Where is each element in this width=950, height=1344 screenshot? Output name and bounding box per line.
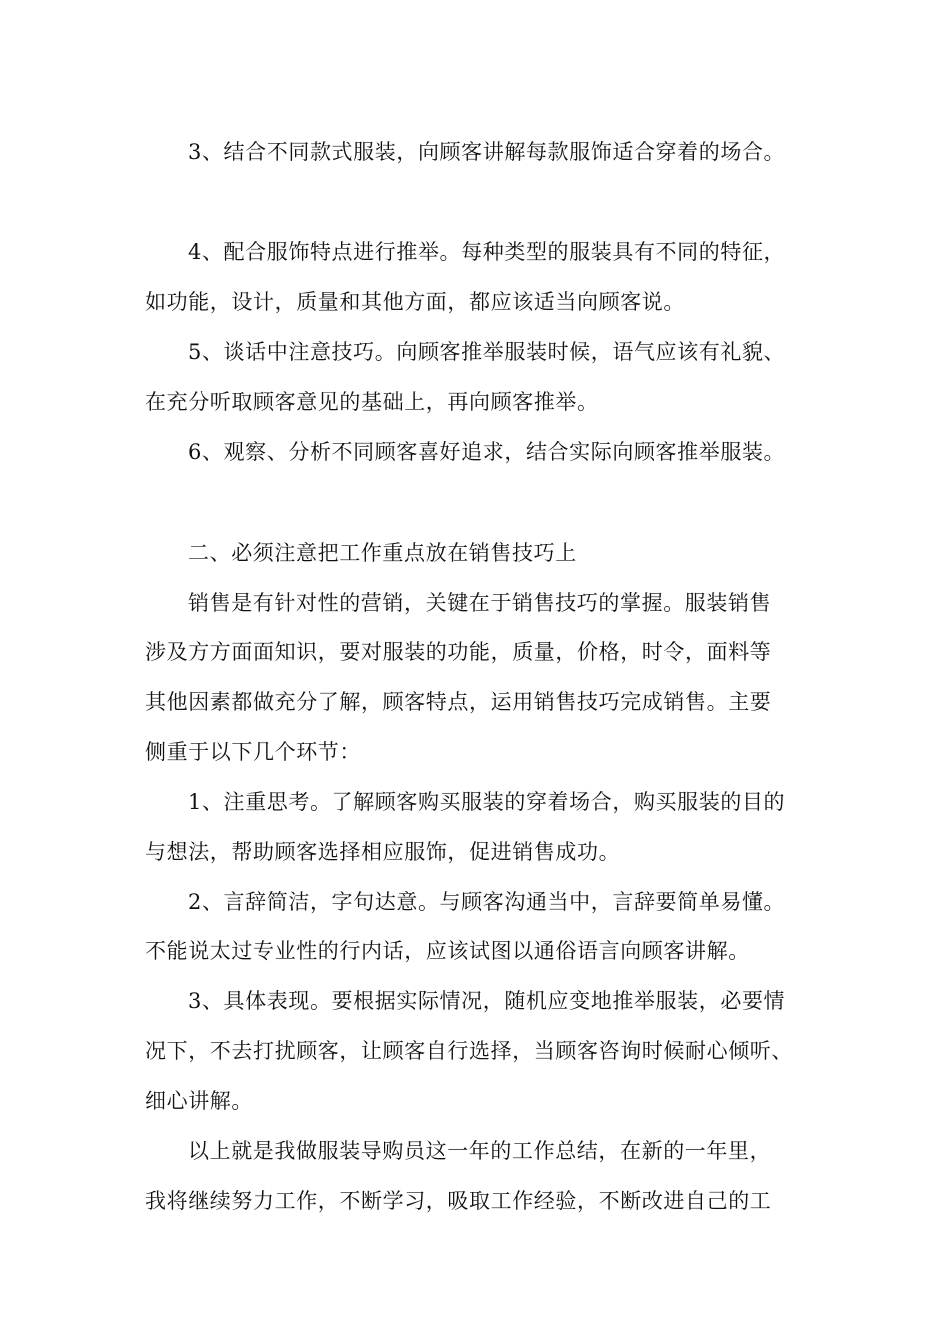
text-line: 1、注重思考。了解顾客购买服装的穿着场合，购买服装的目的 (188, 790, 786, 814)
text-line: 如功能，设计，质量和其他方面，都应该适当向顾客说。 (145, 290, 685, 314)
text-line: 涉及方方面面知识，要对服装的功能，质量，价格，时令，面料等 (145, 640, 772, 664)
text-line: 在充分听取顾客意见的基础上，再向顾客推举。 (145, 390, 599, 414)
text-line: 3、具体表现。要根据实际情况，随机应变地推举服装，必要情 (188, 989, 786, 1013)
text-line: 况下，不去打扰顾客，让顾客自行选择，当顾客咨询时候耐心倾听、 (145, 1039, 793, 1063)
text-line: 3、结合不同款式服装，向顾客讲解每款服饰适合穿着的场合。 (188, 140, 786, 164)
text-line: 4、配合服饰特点进行推举。每种类型的服装具有不同的特征， (188, 240, 786, 264)
text-line: 其他因素都做充分了解，顾客特点，运用销售技巧完成销售。主要 (145, 690, 772, 714)
text-line: 不能说太过专业性的行内话，应该试图以通俗语言向顾客讲解。 (145, 939, 750, 963)
text-line: 侧重于以下几个环节： (145, 740, 361, 764)
text-line: 5、谈话中注意技巧。向顾客推举服装时候，语气应该有礼貌、 (188, 340, 786, 364)
text-line: 2、言辞简洁，字句达意。与顾客沟通当中，言辞要简单易懂。 (188, 890, 786, 914)
text-line: 6、观察、分析不同顾客喜好追求，结合实际向顾客推举服装。 (188, 440, 786, 464)
text-line: 以上就是我做服装导购员这一年的工作总结，在新的一年里， (188, 1139, 772, 1163)
text-line: 我将继续努力工作，不断学习，吸取工作经验，不断改进自己的工 (145, 1189, 772, 1213)
text-line: 销售是有针对性的营销，关键在于销售技巧的掌握。服装销售 (188, 591, 772, 615)
text-line: 细心讲解。 (145, 1089, 253, 1113)
text-line: 与想法，帮助顾客选择相应服饰，促进销售成功。 (145, 840, 621, 864)
section-heading: 二、必须注意把工作重点放在销售技巧上 (188, 541, 577, 565)
